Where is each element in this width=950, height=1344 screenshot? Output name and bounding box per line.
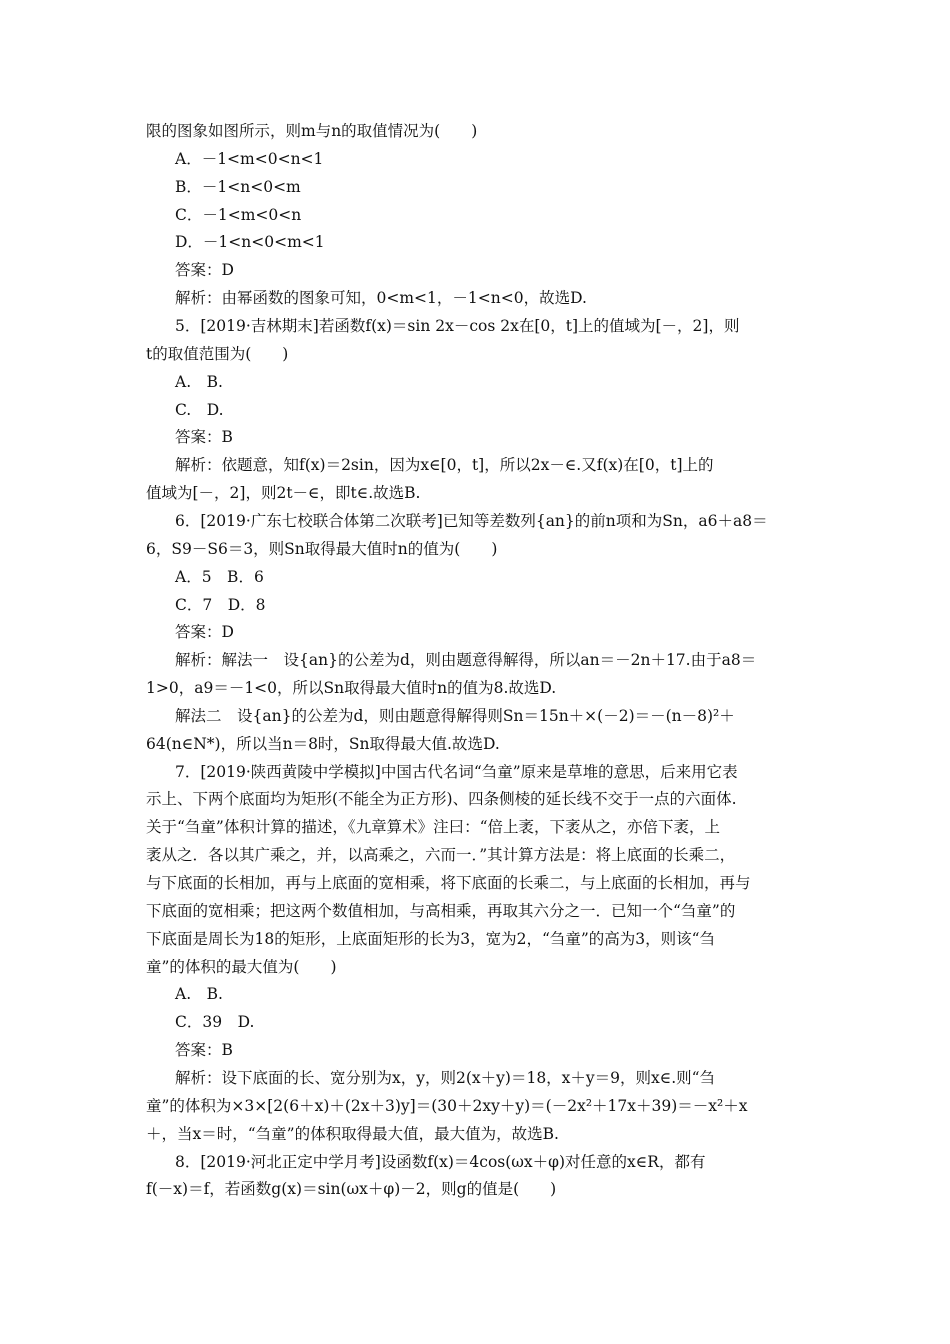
text-line: A．－1<m<0<n<1 bbox=[175, 149, 324, 168]
text-line: 解析：由幂函数的图象可知，0<m<1，－1<n<0，故选D. bbox=[175, 289, 587, 308]
text-line: C．7 D．8 bbox=[175, 595, 266, 614]
text-line: 6．[2019·广东七校联合体第二次联考]已知等差数列{an}的前n项和为Sn，a6＋a8＝ bbox=[175, 511, 768, 530]
text-line: 解析：依题意，知f(x)＝2sin，因为x∈[0，t]，所以2x－∈.又f(x)在[0，t]上的 bbox=[175, 456, 714, 475]
text-line: A. B. bbox=[175, 372, 223, 391]
text-line: 解法二 设{an}的公差为d，则由题意得解得则Sn＝15n＋×(－2)＝－(n－8)²＋ bbox=[175, 706, 735, 725]
text-line: 与下底面的长相加，再与上底面的宽相乘，将下底面的长乘二，与上底面的长相加，再与 bbox=[146, 874, 751, 892]
text-line: 8．[2019·河北正定中学月考]设函数f(x)＝4cos(ωx＋φ)对任意的x∈R，都有 bbox=[175, 1152, 706, 1171]
text-line: A. B. bbox=[175, 985, 223, 1004]
text-line: C．－1<m<0<n bbox=[175, 205, 302, 224]
text-line: C．39 D. bbox=[175, 1013, 255, 1032]
text-line: 1>0，a9＝－1<0，所以Sn取得最大值时n的值为8.故选D. bbox=[146, 679, 557, 697]
text-line: 解析：设下底面的长、宽分别为x，y，则2(x＋y)＝18，x＋y＝9，则x∈.则“刍 bbox=[175, 1068, 716, 1087]
text-line: 解析：解法一 设{an}的公差为d，则由题意得解得，所以an＝－2n＋17.由于a8＝ bbox=[175, 651, 757, 670]
text-line: 袤从之．各以其广乘之，并，以高乘之，六而一．”其计算方法是：将上底面的长乘二， bbox=[146, 846, 736, 865]
text-line: B．－1<n<0<m bbox=[175, 177, 301, 196]
text-line: 6，S9－S6＝3，则Sn取得最大值时n的值为( ) bbox=[146, 539, 498, 558]
text-line: 童”的体积为×3×[2(6＋x)＋(2x＋3)y]＝(30＋2xy＋y)＝(－2x²＋17x＋39)＝－x²＋x bbox=[146, 1096, 748, 1115]
text-line: 示上、下两个底面均为矩形(不能全为正方形)、四条侧棱的延长线不交于一点的六面体. bbox=[146, 790, 737, 809]
text-line: 答案：B bbox=[175, 1041, 233, 1060]
text-line: t的取值范围为( ) bbox=[146, 344, 289, 363]
text-line: 答案：B bbox=[175, 428, 233, 447]
text-line: ＋，当x＝时，“刍童”的体积取得最大值，最大值为，故选B. bbox=[146, 1124, 559, 1143]
text-line: 5．[2019·吉林期末]若函数f(x)＝sin 2x－cos 2x在[0，t]上的值域为[－，2]，则 bbox=[175, 317, 740, 335]
text-line: 下底面是周长为18的矩形，上底面矩形的长为3，宽为2，“刍童”的高为3，则该“刍 bbox=[146, 929, 716, 948]
text-line: D．－1<n<0<m<1 bbox=[175, 233, 325, 252]
text-line: A．5 B．6 bbox=[175, 567, 264, 586]
text-line: 童”的体积的最大值为( ) bbox=[146, 957, 337, 976]
text-line: 7．[2019·陕西黄陵中学模拟]中国古代名词“刍童”原来是草堆的意思，后来用它表 bbox=[175, 762, 738, 781]
text-line: f(－x)＝f，若函数g(x)＝sin(ωx＋φ)－2，则g的值是( ) bbox=[146, 1180, 557, 1199]
text-line: 64(n∈N*)，所以当n＝8时，Sn取得最大值.故选D. bbox=[146, 734, 500, 753]
text-line: C. D. bbox=[175, 400, 224, 419]
text-line: 答案：D bbox=[175, 623, 234, 642]
text-line: 限的图象如图所示，则m与n的取值情况为( ) bbox=[146, 122, 478, 140]
text-line: 关于“刍童”体积计算的描述，《九章算术》注曰：“倍上袤，下袤从之，亦倍下袤，上 bbox=[146, 818, 721, 837]
text-line: 值域为[－，2]，则2t－∈，即t∈.故选B. bbox=[146, 484, 421, 503]
text-line: 下底面的宽相乘；把这两个数值相加，与高相乘，再取其六分之一．已知一个“刍童”的 bbox=[146, 901, 736, 920]
text-line: 答案：D bbox=[175, 261, 234, 280]
